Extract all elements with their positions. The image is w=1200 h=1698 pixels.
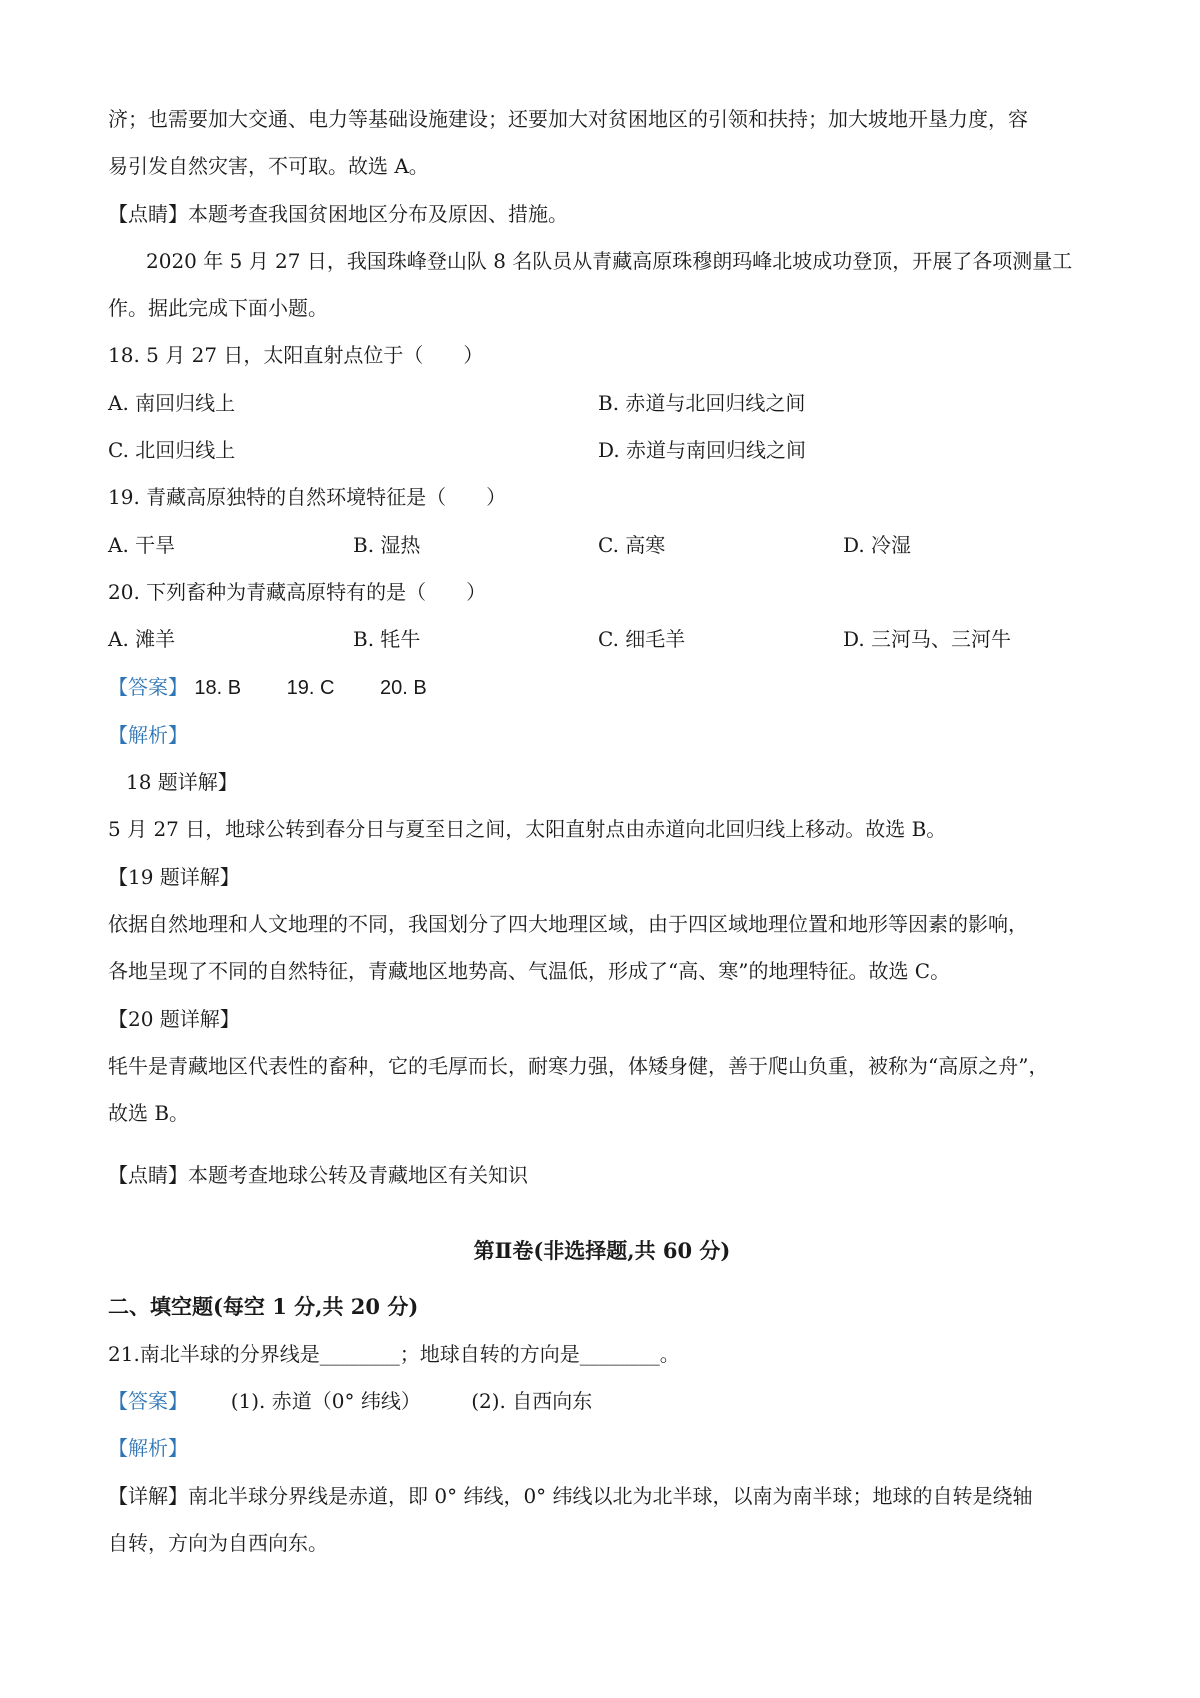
option-c: C. 细毛羊: [598, 627, 686, 652]
detail-20-text: 故选 B。: [108, 1101, 190, 1126]
detail-18-text: 5 月 27 日，地球公转到春分日与夏至日之间，太阳直射点由赤道向北回归线上移动。故选 B。: [108, 817, 947, 842]
detail-20-text: 牦牛是青藏地区代表性的畜种，它的毛厚而长，耐寒力强，体矮身健，善于爬山负重，被称为“高原之舟”，: [108, 1053, 1049, 1078]
option-d: D. 三河马、三河牛: [843, 627, 1012, 652]
question-21-stem: 21.南北半球的分界线是________；地球自转的方向是________。: [108, 1341, 680, 1366]
analysis-label: 【解析】: [108, 1436, 188, 1461]
answer-value: 20. B: [380, 676, 427, 699]
tip-line: 【点睛】本题考查我国贫困地区分布及原因、措施。: [108, 201, 568, 226]
tip-line: 【点睛】本题考查地球公转及青藏地区有关知识: [108, 1162, 528, 1187]
answer-line: [108, 1378, 1096, 1425]
detail-18-title: 18 题详解】: [126, 770, 238, 795]
answer-label: 【答案】: [108, 674, 188, 699]
option-a: A. 南回归线上: [108, 390, 236, 415]
answer-values: [194, 677, 466, 699]
option-b: B. 赤道与北回归线之间: [598, 390, 806, 415]
option-a: A. 滩羊: [108, 627, 176, 652]
detail-text: 自转，方向为自西向东。: [108, 1531, 328, 1556]
detail-20-title: 【20 题详解】: [108, 1006, 240, 1031]
analysis-label: 【解析】: [108, 722, 188, 747]
detail-19-text: 依据自然地理和人文地理的不同，我国划分了四大地理区域，由于四区域地理位置和地形等因素的影响，: [108, 912, 1028, 937]
option-b: B. 牦牛: [353, 627, 421, 652]
answer-label: 【答案】: [108, 1389, 188, 1414]
detail-19-text: 各地呈现了不同的自然特征，青藏地区地势高、气温低，形成了“高、寒”的地理特征。故选 C。: [108, 959, 951, 984]
question-19-stem: 19. 青藏高原独特的自然环境特征是（ ）: [108, 485, 507, 510]
question-19-options: [108, 522, 1096, 569]
answer-line: [108, 664, 1096, 712]
question-18-options-row1: [108, 380, 1096, 427]
question-20-stem: 20. 下列畜种为青藏高原特有的是（ ）: [108, 579, 487, 604]
answer-value: (1). 赤道（0° 纬线）: [230, 1389, 421, 1414]
option-b: B. 湿热: [353, 532, 421, 557]
passage-line: 2020 年 5 月 27 日，我国珠峰登山队 8 名队员从青藏高原珠穆朗玛峰北坡成功登顶，开展了各项测量工: [146, 248, 1073, 273]
answer-values: [231, 1389, 637, 1413]
option-c: C. 高寒: [598, 532, 666, 557]
question-18-options-row2: [108, 427, 1096, 474]
question-20-options: [108, 616, 1096, 663]
option-d: D. 冷湿: [843, 532, 912, 557]
paragraph-line: 济；也需要加大交通、电力等基础设施建设；还要加大对贫困地区的引领和扶持；加大坡地开垦力度，容: [108, 107, 1028, 131]
passage-line: 作。据此完成下面小题。: [108, 296, 328, 321]
section-title: 二、填空题(每空 1 分,共 20 分): [108, 1293, 419, 1319]
answer-value: (2). 自西向东: [471, 1389, 593, 1414]
part-2-title: 第Ⅱ卷(非选择题,共 60 分): [473, 1237, 731, 1263]
detail-text: 【详解】南北半球分界线是赤道，即 0° 纬线，0° 纬线以北为北半球，以南为南半球；地球的自转是绕轴: [108, 1483, 1033, 1508]
question-18-stem: 18. 5 月 27 日，太阳直射点位于（ ）: [108, 343, 484, 368]
paragraph-line: 易引发自然灾害，不可取。故选 A。: [108, 154, 429, 179]
option-c: C. 北回归线上: [108, 438, 236, 463]
option-d: D. 赤道与南回归线之间: [598, 438, 807, 463]
answer-value: 19. C: [286, 676, 335, 699]
detail-19-title: 【19 题详解】: [108, 864, 240, 889]
answer-value: 18. B: [194, 676, 242, 699]
option-a: A. 干旱: [108, 532, 176, 557]
